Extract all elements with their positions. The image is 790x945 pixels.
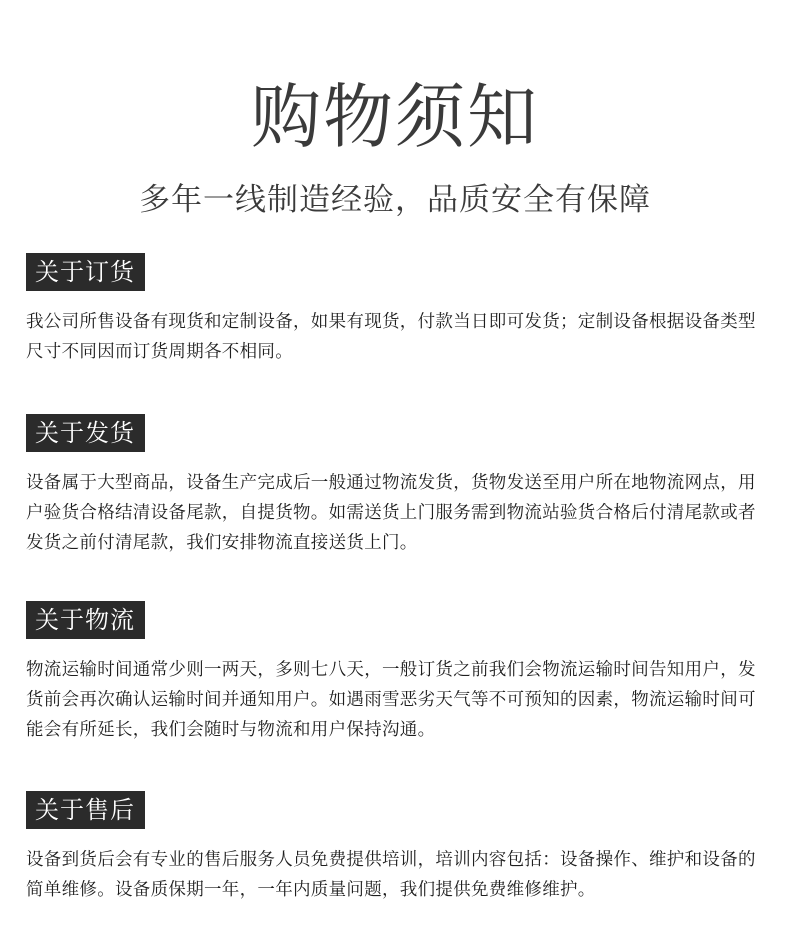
page-subtitle: 多年一线制造经验，品质安全有保障 xyxy=(139,182,651,218)
section-text-logistics: 物流运输时间通常少则一两天，多则七八天，一般订货之前我们会物流运输时间告知用户，发货前会再次确认运输时间并通知用户。如遇雨雪恶劣天气等不可预知的因素，物流运输时间可能会有所延长，我们会随时与物流和用户保持沟通。 xyxy=(26,660,756,740)
section-text-ordering: 我公司所售设备有现货和定制设备，如果有现货，付款当日即可发货；定制设备根据设备类型尺寸不同因而订货周期各不相同。 xyxy=(26,312,756,362)
section-shipping xyxy=(26,414,771,558)
page-title: 购物须知 xyxy=(251,76,539,158)
section-heading-shipping: 关于发货 xyxy=(26,414,145,452)
section-heading-after-sales: 关于售后 xyxy=(26,791,145,829)
section-heading-ordering: 关于订货 xyxy=(26,253,145,291)
section-heading-logistics: 关于物流 xyxy=(26,601,145,639)
section-after-sales xyxy=(26,791,771,905)
section-text-shipping: 设备属于大型商品，设备生产完成后一般通过物流发货，货物发送至用户所在地物流网点，用户验货合格结清设备尾款，自提货物。如需送货上门服务需到物流站验货合格后付清尾款或者发货之前付清尾款，我们安排物流直接送货上门。 xyxy=(26,473,756,553)
section-logistics xyxy=(26,601,771,745)
section-ordering xyxy=(26,253,771,367)
section-text-after-sales: 设备到货后会有专业的售后服务人员免费提供培训，培训内容包括：设备操作、维护和设备的简单维修。设备质保期一年，一年内质量问题，我们提供免费维修维护。 xyxy=(26,850,756,900)
